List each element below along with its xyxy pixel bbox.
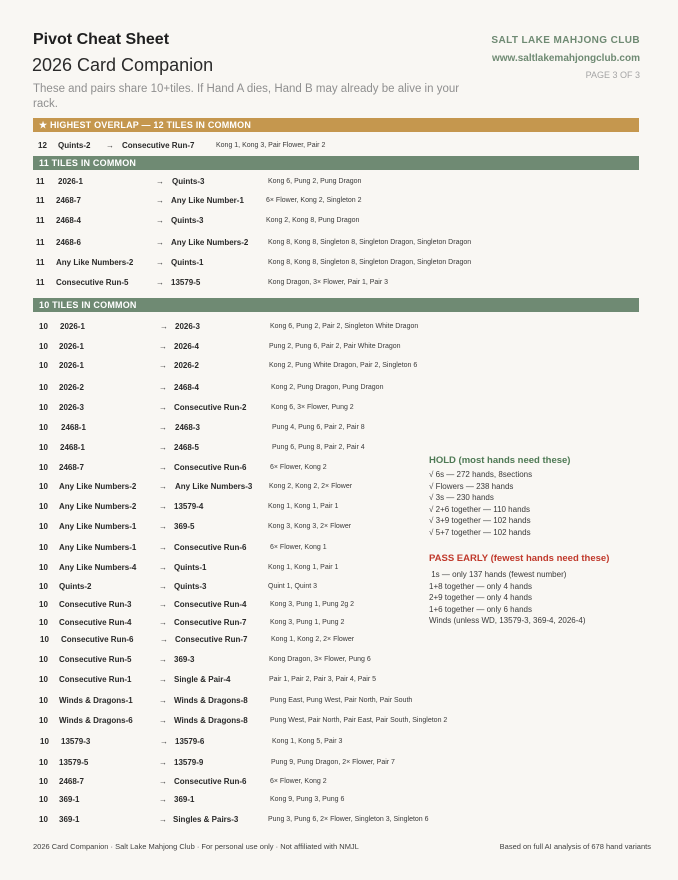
pass-panel: [429, 553, 609, 627]
arrow-icon: →: [159, 815, 167, 824]
arrow-icon: →: [159, 342, 167, 351]
pass-item: 1s — only 137 hands (fewest number): [429, 570, 567, 579]
hand-b: 13579-4: [174, 502, 204, 511]
arrow-icon: →: [159, 758, 167, 767]
arrow-icon: →: [159, 423, 167, 432]
table-row: [0, 735, 678, 749]
hold-panel: [429, 455, 570, 538]
tiles-count: 10: [39, 543, 48, 552]
arrow-icon: →: [159, 600, 167, 609]
arrow-icon: →: [160, 737, 168, 746]
footer-right: Based on full AI analysis of 678 hand variants: [499, 842, 651, 851]
shared-tiles: Kong 3, Pung 1, Pung 2g 2: [270, 601, 355, 608]
hand-a: 2026-3: [59, 403, 84, 412]
hand-b: 2468-4: [174, 383, 199, 392]
hand-b: Consecutive Run-7: [122, 141, 195, 150]
hand-b: Consecutive Run-6: [174, 777, 247, 786]
table-row: [0, 653, 678, 667]
hold-item: √ 2+6 together — 110 hands: [429, 504, 530, 514]
arrow-icon: →: [159, 502, 167, 511]
tiles-count: 11: [36, 278, 45, 287]
shared-tiles: Kong 8, Kong 8, Singleton 8, Singleton Dragon, Singleton Dragon: [268, 259, 472, 266]
arrow-icon: →: [156, 196, 164, 205]
tiles-count: 10: [39, 815, 48, 824]
shared-tiles: 6× Flower, Kong 2: [270, 778, 327, 785]
hand-a: Consecutive Run-3: [59, 600, 132, 609]
table-row: [0, 461, 678, 475]
hand-b: Any Like Number-1: [171, 196, 244, 205]
tiles-count: 10: [39, 600, 48, 609]
hand-a: 2468-7: [59, 777, 84, 786]
hold-item: √ 3+9 together — 102 hands: [429, 516, 531, 525]
arrow-icon: →: [159, 403, 167, 412]
shared-tiles: Pung 4, Pung 6, Pair 2, Pair 8: [272, 424, 365, 431]
shared-tiles: Kong Dragon, 3× Flower, Pung 6: [269, 656, 371, 663]
tiles-count: 10: [39, 655, 48, 664]
pass-item: Winds (unless WD, 13579-3, 369-4, 2026-4): [429, 616, 586, 625]
tiles-count: 11: [36, 177, 45, 186]
tiles-count: 12: [38, 141, 47, 150]
arrow-icon: →: [159, 383, 167, 392]
arrow-icon: →: [159, 482, 167, 491]
hand-b: 369-5: [174, 522, 195, 531]
hand-a: Any Like Numbers-2: [56, 258, 134, 267]
shared-tiles: Kong Dragon, 3× Flower, Pair 1, Pair 3: [268, 279, 389, 286]
shared-tiles: Pung 3, Pung 6, 2× Flower, Singleton 3, Singleton 6: [268, 816, 429, 823]
hand-b: Consecutive Run-6: [174, 543, 247, 552]
club-info: [491, 35, 640, 80]
hand-a: 369-1: [59, 795, 80, 804]
hand-a: Any Like Numbers-2: [59, 482, 137, 491]
hand-a: Consecutive Run-5: [59, 655, 132, 664]
shared-tiles: Kong 2, Pung Dragon, Pung Dragon: [271, 384, 384, 391]
tiles-count: 10: [39, 758, 48, 767]
hand-b: 2026-4: [174, 342, 199, 351]
hand-a: Consecutive Run-4: [59, 618, 132, 627]
arrow-icon: →: [159, 361, 167, 370]
table-row: [0, 381, 678, 395]
arrow-icon: →: [159, 795, 167, 804]
table-row: [0, 276, 678, 290]
shared-tiles: Kong 3, Kong 3, 2× Flower: [268, 523, 352, 530]
hand-b: Quints-3: [174, 582, 207, 591]
shared-tiles: Kong 3, Pung 1, Pung 2: [270, 619, 345, 626]
hand-a: 2468-4: [56, 216, 81, 225]
hand-a: 13579-5: [59, 758, 89, 767]
shared-tiles: Pung West, Pair North, Pair East, Pair South, Singleton 2: [270, 717, 448, 724]
arrow-icon: →: [159, 675, 167, 684]
hand-a: Consecutive Run-1: [59, 675, 132, 684]
hand-b: Any Like Numbers-3: [175, 482, 253, 491]
tiles-count: 10: [39, 423, 48, 432]
hand-b: 369-3: [174, 655, 195, 664]
tiles-count: 10: [39, 383, 48, 392]
tiles-count: 11: [36, 196, 45, 205]
shared-tiles: Kong 2, Kong 2, 2× Flower: [269, 483, 353, 490]
table-row: [0, 320, 678, 334]
hand-a: Any Like Numbers-1: [59, 522, 137, 531]
page-title: Pivot Cheat Sheet: [33, 31, 170, 48]
hold-item: √ 5+7 together — 102 hands: [429, 527, 531, 537]
tiles-count: 10: [39, 361, 48, 370]
table-row: [0, 194, 678, 208]
hand-b: Consecutive Run-7: [174, 618, 247, 627]
hand-a: Winds & Dragons-1: [59, 696, 133, 705]
table-row: [0, 813, 678, 827]
hand-b: Quints-3: [171, 216, 204, 225]
table-row: [0, 520, 678, 534]
hand-b: 2468-3: [175, 423, 200, 432]
shared-tiles: Kong 1, Kong 5, Pair 3: [272, 738, 343, 745]
tiles-count: 10: [39, 563, 48, 572]
intro-text: These and pairs share 10+tiles. If Hand A dies, Hand B may already be alive in your rack.: [33, 83, 460, 110]
hand-a: 2468-7: [59, 463, 84, 472]
hand-b: 13579-5: [171, 278, 201, 287]
footer-left: 2026 Card Companion · Salt Lake Mahjong Club · For personal use only · Not affiliated with NMJL: [33, 842, 359, 851]
table-row: [0, 256, 678, 270]
tiles-count: 10: [39, 777, 48, 786]
shared-tiles: 6× Flower, Kong 2, Singleton 2: [266, 197, 362, 204]
shared-tiles: Pair 1, Pair 2, Pair 3, Pair 4, Pair 5: [269, 676, 376, 683]
tiles-count: 10: [39, 522, 48, 531]
table-row: [0, 633, 678, 647]
table-row: [0, 441, 678, 455]
table-row: [0, 714, 678, 728]
tiles-count: 10: [40, 737, 49, 746]
hold-item: √ 6s — 272 hands, 8sections: [429, 470, 533, 479]
hand-a: 369-1: [59, 815, 80, 824]
arrow-icon: →: [159, 522, 167, 531]
hand-b: Consecutive Run-7: [175, 635, 248, 644]
tiles-count: 10: [39, 502, 48, 511]
hand-b: Single & Pair-4: [174, 675, 231, 684]
hand-b: 2468-5: [174, 443, 199, 452]
table-row: [0, 139, 678, 153]
arrow-icon: →: [159, 563, 167, 572]
tiles-count: 10: [39, 618, 48, 627]
shared-tiles: Kong 1, Kong 2, 2× Flower: [271, 636, 355, 643]
tiles-count: 10: [39, 322, 48, 331]
shared-tiles: 6× Flower, Kong 1: [270, 544, 327, 551]
table-row: [0, 756, 678, 770]
hand-a: Consecutive Run-5: [56, 278, 129, 287]
shared-tiles: Pung 6, Pung 8, Pair 2, Pair 4: [272, 444, 365, 451]
hand-a: Winds & Dragons-6: [59, 716, 133, 725]
hand-b: Consecutive Run-4: [174, 600, 247, 609]
arrow-icon: →: [156, 216, 164, 225]
shared-tiles: Pung 9, Pung Dragon, 2× Flower, Pair 7: [271, 759, 395, 766]
table-row: [0, 775, 678, 789]
tiles-count: 10: [39, 443, 48, 452]
hand-b: Quints-1: [174, 563, 207, 572]
arrow-icon: →: [159, 655, 167, 664]
tiles-count: 11: [36, 258, 45, 267]
tiles-count: 10: [39, 342, 48, 351]
pass-title: PASS EARLY (fewest hands need these): [429, 553, 610, 564]
shared-tiles: Kong 2, Pung White Dragon, Pair 2, Singleton 6: [269, 362, 418, 369]
hand-a: 2468-1: [60, 443, 85, 452]
hand-b: Quints-1: [171, 258, 204, 267]
section-header-10: 10 TILES IN COMMON: [33, 298, 639, 312]
tiles-count: 10: [39, 403, 48, 412]
table-row: [0, 340, 678, 354]
arrow-icon: →: [159, 463, 167, 472]
hand-b: 2026-3: [175, 322, 200, 331]
shared-tiles: Kong 9, Pung 3, Pung 6: [270, 796, 345, 803]
section-header-11: 11 TILES IN COMMON: [33, 156, 639, 170]
tiles-count: 10: [39, 482, 48, 491]
hold-item: √ Flowers — 238 hands: [429, 481, 514, 491]
shared-tiles: Kong 6, 3× Flower, Pung 2: [271, 404, 354, 411]
table-row: [0, 401, 678, 415]
table-row: [0, 175, 678, 189]
table-row: [0, 500, 678, 514]
page-number: PAGE 3 OF 3: [585, 70, 640, 80]
arrow-icon: →: [159, 543, 167, 552]
hand-a: 2026-1: [59, 342, 84, 351]
hand-a: 2026-1: [60, 322, 85, 331]
hand-b: Singles & Pairs-3: [173, 815, 239, 824]
hand-b: 2026-2: [174, 361, 199, 370]
hand-a: 2468-7: [56, 196, 81, 205]
hand-a: Quints-2: [58, 141, 91, 150]
hand-a: Any Like Numbers-2: [59, 502, 137, 511]
table-row: [0, 214, 678, 228]
arrow-icon: →: [159, 716, 167, 725]
hold-item: √ 3s — 230 hands: [429, 493, 494, 502]
club-name: SALT LAKE MAHJONG CLUB: [491, 35, 640, 46]
shared-tiles: Kong 1, Kong 1, Pair 1: [268, 564, 339, 571]
arrow-icon: →: [156, 278, 164, 287]
hand-a: 13579-3: [61, 737, 91, 746]
page-subtitle: 2026 Card Companion: [32, 55, 214, 75]
arrow-icon: →: [159, 618, 167, 627]
table-row: [0, 793, 678, 807]
tiles-count: 10: [39, 696, 48, 705]
arrow-icon: →: [156, 177, 164, 186]
shared-tiles: Kong 6, Pung 2, Pair 2, Singleton White Dragon: [270, 323, 419, 330]
hand-a: 2468-6: [56, 238, 81, 247]
pass-item: 1+6 together — only 6 hands: [429, 604, 532, 614]
arrow-icon: →: [106, 141, 114, 150]
hand-b: Consecutive Run-2: [174, 403, 247, 412]
hand-b: Winds & Dragons-8: [174, 716, 248, 725]
table-row: [0, 673, 678, 687]
tiles-count: 10: [40, 635, 49, 644]
tiles-count: 10: [39, 675, 48, 684]
hand-b: Quints-3: [172, 177, 205, 186]
pass-item: 2+9 together — only 4 hands: [429, 593, 532, 602]
tiles-count: 10: [39, 463, 48, 472]
hand-b: 13579-6: [175, 737, 205, 746]
club-url[interactable]: www.saltlakemahjongclub.com: [492, 53, 640, 64]
table-row: [0, 694, 678, 708]
shared-tiles: Kong 2, Kong 8, Pung Dragon: [266, 217, 360, 224]
hand-b: 369-1: [174, 795, 195, 804]
shared-tiles: Kong 6, Pung 2, Pung Dragon: [268, 178, 362, 185]
hand-a: Quints-2: [59, 582, 92, 591]
hand-a: 2468-1: [61, 423, 86, 432]
hand-a: Any Like Numbers-1: [59, 543, 137, 552]
shared-tiles: Quint 1, Quint 3: [268, 583, 318, 590]
hand-a: 2026-1: [58, 177, 83, 186]
arrow-icon: →: [159, 696, 167, 705]
shared-tiles: 6× Flower, Kong 2: [270, 464, 327, 471]
arrow-icon: →: [159, 582, 167, 591]
tiles-count: 10: [39, 716, 48, 725]
hand-a: 2026-1: [59, 361, 84, 370]
hand-b: Any Like Numbers-2: [171, 238, 249, 247]
tiles-count: 10: [39, 795, 48, 804]
shared-tiles: Kong 8, Kong 8, Singleton 8, Singleton Dragon, Singleton Dragon: [268, 239, 472, 246]
pass-item: 1+8 together — only 4 hands: [429, 581, 532, 591]
hold-title: HOLD (most hands need these): [429, 455, 571, 466]
shared-tiles: Kong 1, Kong 1, Pair 1: [268, 503, 339, 510]
shared-tiles: Pung East, Pung West, Pair North, Pair South: [270, 697, 413, 704]
hand-a: 2026-2: [59, 383, 84, 392]
arrow-icon: →: [160, 635, 168, 644]
shared-tiles: Kong 1, Kong 3, Pair Flower, Pair 2: [216, 142, 326, 149]
hand-b: Winds & Dragons-8: [174, 696, 248, 705]
arrow-icon: →: [156, 238, 164, 247]
tiles-count: 10: [39, 582, 48, 591]
section-header-12: ★ HIGHEST OVERLAP — 12 TILES IN COMMON: [33, 118, 639, 132]
arrow-icon: →: [160, 322, 168, 331]
arrow-icon: →: [159, 777, 167, 786]
tiles-count: 11: [36, 216, 45, 225]
table-row: [0, 359, 678, 373]
hand-b: 13579-9: [174, 758, 204, 767]
table-row: [0, 421, 678, 435]
table-row: [0, 480, 678, 494]
hand-a: Consecutive Run-6: [61, 635, 134, 644]
hand-a: Any Like Numbers-4: [59, 563, 137, 572]
arrow-icon: →: [159, 443, 167, 452]
hand-b: Consecutive Run-6: [174, 463, 247, 472]
tiles-count: 11: [36, 238, 45, 247]
shared-tiles: Pung 2, Pung 6, Pair 2, Pair White Dragon: [269, 343, 401, 350]
table-row: [0, 236, 678, 250]
arrow-icon: →: [156, 258, 164, 267]
